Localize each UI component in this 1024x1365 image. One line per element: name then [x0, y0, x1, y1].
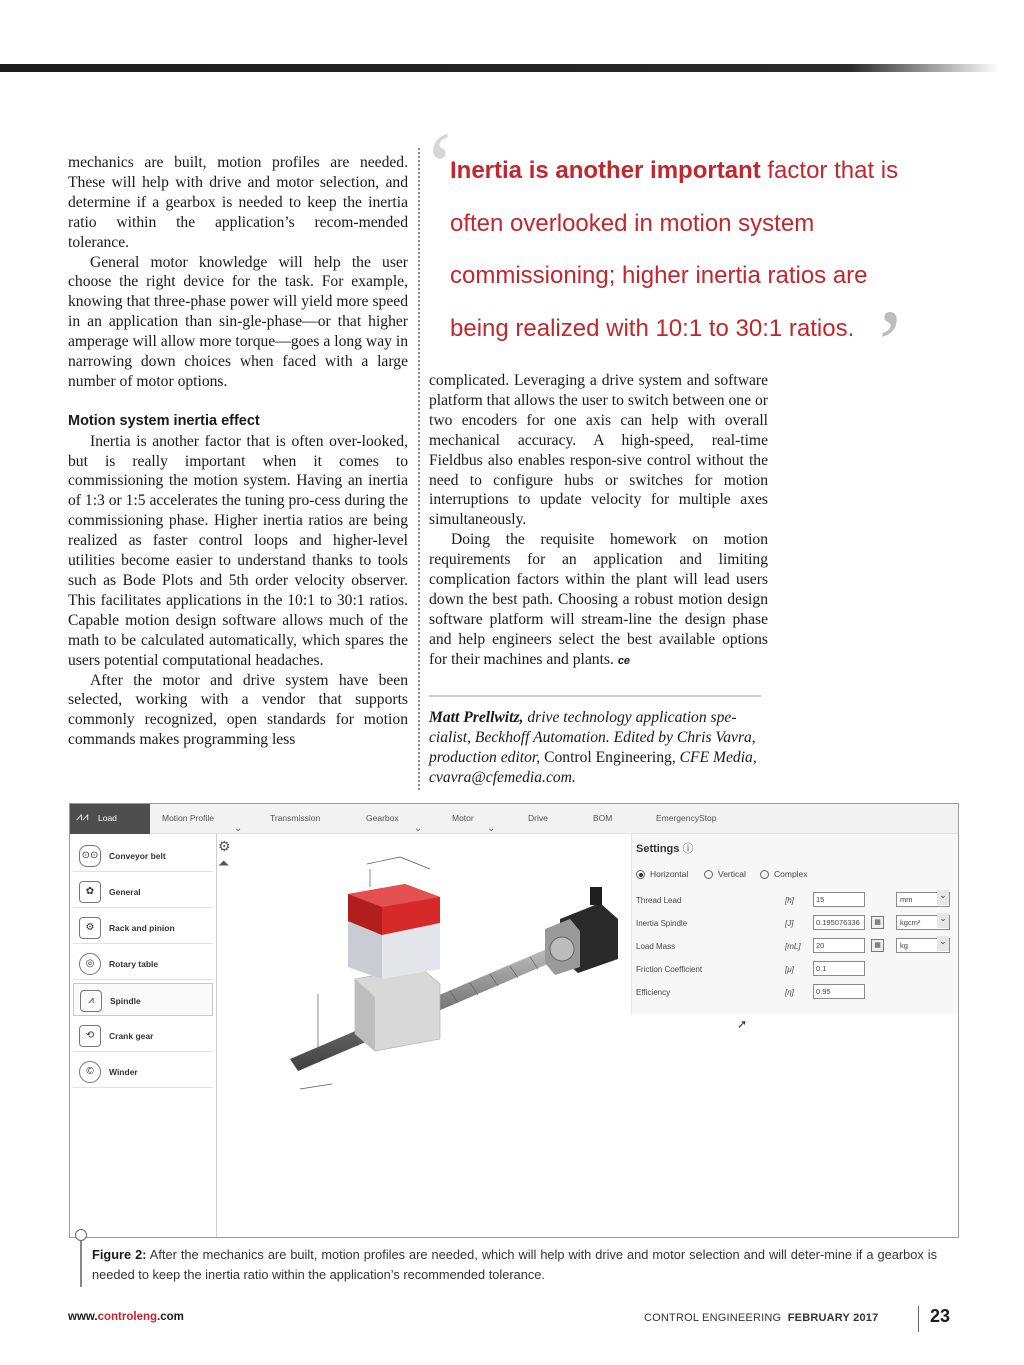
footer-magazine: [644, 1312, 878, 1324]
setting-unit: [μ]: [785, 965, 794, 974]
figure-caption: [92, 1245, 937, 1285]
right-paragraph-2: [429, 530, 768, 671]
load-item-winder[interactable]: [73, 1055, 213, 1088]
open-quote-icon: ‘: [424, 112, 456, 219]
load-item-label: Rack and pinion: [109, 923, 175, 933]
setting-row-thread-lead: [636, 892, 956, 910]
info-icon[interactable]: ⓘ: [682, 843, 694, 855]
inertia-unit-select[interactable]: kgcm² ⌄: [896, 915, 950, 930]
tab-label: Load: [98, 813, 117, 823]
load-item-label: General: [109, 887, 141, 897]
load-type-list: [73, 839, 213, 1091]
load-item-label: Conveyor belt: [109, 851, 166, 861]
author-role: drive technology application spe-cialist, Beckhoff Automation. Edited by Chris Vavra, production editor,: [429, 709, 756, 766]
tab-bom[interactable]: BOM: [593, 813, 613, 823]
left-paragraph-1: mechanics are built, motion profiles are needed. These will help with drive and motor selection, and determine if a gearbox is needed to keep the inertia ratio within the application’s recom-mended tolerance.: [68, 154, 408, 251]
setting-unit: [h]: [785, 896, 794, 905]
load-item-label: Spindle: [110, 996, 141, 1006]
magazine-name: CONTROL ENGINEERING: [644, 1312, 782, 1324]
thread-lead-unit-select[interactable]: mm ⌄: [896, 892, 950, 907]
radio-vertical[interactable]: Vertical: [704, 869, 746, 879]
setting-row-load-mass: [636, 938, 956, 956]
setting-label: Friction Coefficient: [636, 965, 703, 974]
chevron-down-icon[interactable]: ⌄: [234, 823, 243, 834]
load-item-conveyor-belt[interactable]: [73, 839, 213, 872]
mouse-cursor-icon: ➚: [737, 1017, 748, 1031]
footer-url[interactable]: [68, 1311, 184, 1323]
caption-rule: [80, 1241, 82, 1287]
conveyor-belt-icon: ⊙⊙: [79, 845, 101, 867]
tab-gearbox[interactable]: Gearbox: [366, 813, 399, 823]
setting-row-inertia-spindle: [636, 915, 956, 933]
dimension-line: [300, 1084, 332, 1089]
caption-text: After the mechanics are built, motion profiles are needed, which will help with drive and motor selection and will deter-mine if a gearbox is needed to keep the inertia ratio within the application’s recommended tolerance.: [92, 1247, 937, 1282]
page-number: 23: [930, 1306, 951, 1326]
tab-transmission[interactable]: Transmission: [270, 813, 321, 823]
setting-label: Load Mass: [636, 942, 676, 951]
load-item-rack-and-pinion[interactable]: [73, 911, 213, 944]
right-column: [429, 371, 768, 672]
friction-input[interactable]: 0.1: [813, 961, 865, 976]
setting-label: Inertia Spindle: [636, 919, 688, 928]
setting-label: Thread Lead: [636, 896, 682, 905]
tab-load[interactable]: [70, 804, 150, 834]
left-paragraph-3: Inertia is another factor that is often over-looked, but is really important when it comes to commissioning the motion system. Having an inertia of 1:3 or 1:5 accelerates the tuning pro-cess during the commissioning phase. Higher inertia ratios are being realized as faster control loops and higher-level utilities become easier to understand thanks to tools such as Bode Plots and 5th order velocity observer. This facilitates applications in the 10:1 to 30:1 ratios. Capable motion design software allows much of the math to be calculated automatically, which spares the users potential computational headaches.: [68, 432, 408, 669]
author-name: Matt Prellwitz,: [429, 709, 524, 726]
right-paragraph-2-text: Doing the requisite homework on motion requirements for an application and limiting complication factors within the plant will lead users down the best path. Choosing a robust motion design software platform will stream-line the design phase and help engineers select the best available options for their machines and plants.: [429, 531, 768, 668]
pull-quote: [450, 145, 930, 355]
footer-url-brand: controleng: [97, 1311, 158, 1323]
settings-title: Settings ⓘ: [636, 843, 694, 855]
ce-end-mark: ce: [617, 654, 631, 667]
calculator-icon[interactable]: ▦: [871, 939, 884, 952]
load-item-label: Winder: [109, 1067, 138, 1077]
figure-screenshot: [69, 803, 959, 1238]
tab-motor[interactable]: Motor: [452, 813, 474, 823]
setting-row-friction: [636, 961, 956, 979]
crank-gear-icon: ⟲: [79, 1025, 101, 1047]
dimension-line: [367, 857, 400, 864]
general-load-icon: ✿: [79, 881, 101, 903]
inertia-spindle-input[interactable]: 0.195076336: [813, 915, 865, 930]
load-item-label: Rotary table: [109, 959, 159, 969]
settings-panel: [631, 834, 959, 1014]
setting-label: Efficiency: [636, 988, 671, 997]
chevron-down-icon[interactable]: ⌄: [487, 823, 496, 834]
pull-quote-rest: factor that is often overlooked in motion system commissioning; higher inertia ratios are being realized with 10:1 to 30:1 ratios.: [450, 157, 899, 342]
pull-quote-bold: Inertia is another important: [450, 157, 761, 184]
setting-unit: [mL]: [785, 942, 801, 951]
tab-emergency-stop[interactable]: EmergencyStop: [656, 813, 717, 823]
left-paragraph-2: General motor knowledge will help the user choose the right device for the task. For example, knowing that three-phase power will yield more speed in an application than sin-gle-phase—or that higher amperage will allow more torque—goes a long way in narrowing down choices when faced with a large number of motor options.: [68, 253, 408, 390]
spindle-tab-icon: ⩘⩘: [76, 811, 89, 823]
column-divider: [418, 148, 420, 790]
setting-unit: [J]: [785, 919, 794, 928]
winder-icon: ©: [79, 1061, 101, 1083]
load-item-general[interactable]: [73, 875, 213, 908]
radio-horizontal[interactable]: Horizontal: [636, 869, 688, 879]
byline-rule: [429, 695, 761, 697]
footer-url-prefix: www.: [68, 1311, 98, 1323]
load-mass-input[interactable]: 20: [813, 938, 865, 953]
load-item-rotary-table[interactable]: [73, 947, 213, 980]
rack-and-pinion-icon: ⚙: [79, 917, 101, 939]
tab-bar: [70, 804, 959, 834]
spindle-illustration: [270, 839, 630, 1119]
tab-motion-profile[interactable]: Motion Profile: [162, 813, 214, 823]
thread-lead-input[interactable]: 15: [813, 892, 865, 907]
left-paragraph-4: After the motor and drive system have been selected, working with a vendor that supports commonly recognized, open standards for motion commands makes programming less: [68, 671, 408, 749]
tab-drive[interactable]: Drive: [528, 813, 548, 823]
dimension-line: [400, 857, 430, 869]
list-divider: [216, 834, 217, 1238]
motor-connector: [590, 887, 602, 905]
author-byline: [429, 708, 769, 788]
motor-shaft-end: [550, 937, 574, 961]
issue-date: FEBRUARY 2017: [787, 1312, 879, 1324]
load-mass-unit-select[interactable]: kg ⌄: [896, 938, 950, 953]
right-paragraph-1: complicated. Leveraging a drive system and software platform that allows the user to switch between one or two encoders for one axis can help with overall mechanical accuracy. A high-speed, real-time Fieldbus also enables respon-sive control without the need to configure hubs or switches for motion interruptions to update velocity for multiple axes simultaneously.: [429, 372, 768, 529]
load-item-spindle[interactable]: [73, 983, 213, 1016]
footer-url-suffix: .com: [157, 1311, 184, 1323]
left-column: [68, 153, 408, 750]
calculator-icon[interactable]: ▦: [871, 916, 884, 929]
gear-icon[interactable]: ⚙ ⏶: [218, 838, 231, 871]
setting-row-efficiency: [636, 984, 956, 1002]
top-rule: [0, 64, 1000, 72]
close-quote-icon: ’: [874, 290, 906, 397]
rotary-table-icon: ◎: [79, 953, 101, 975]
efficiency-input[interactable]: 0.95: [813, 984, 865, 999]
setting-unit: [η]: [785, 988, 794, 997]
caption-label: Figure 2:: [92, 1247, 147, 1262]
spindle-icon: ⩘: [80, 990, 102, 1012]
section-subhead: Motion system inertia effect: [68, 412, 260, 429]
load-item-label: Crank gear: [109, 1031, 154, 1041]
radio-complex[interactable]: Complex: [760, 869, 808, 879]
load-item-crank-gear[interactable]: [73, 1019, 213, 1052]
publication-name: Control Engineering,: [540, 749, 676, 766]
chevron-down-icon[interactable]: ⌄: [414, 823, 423, 834]
figure-marker-dot: [75, 1229, 87, 1241]
footer-separator: [918, 1306, 919, 1332]
author-contact: CFE Media, cvavra@cfemedia.com.: [429, 749, 757, 786]
